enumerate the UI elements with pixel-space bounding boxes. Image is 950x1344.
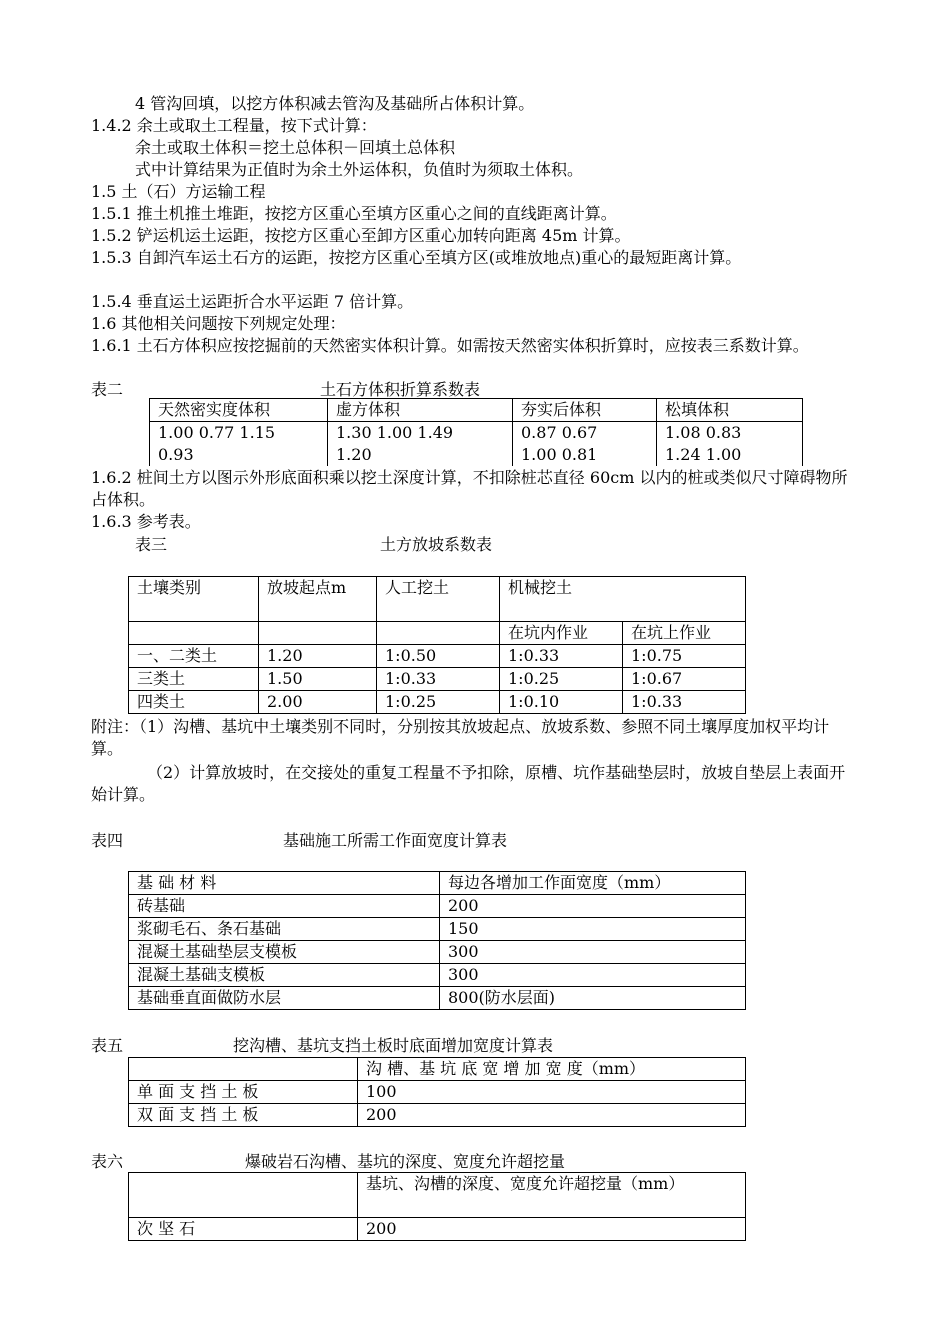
table-title: 基础施工所需工作面宽度计算表: [283, 831, 508, 850]
table-header-cell: 虚方体积: [328, 399, 513, 422]
table-header-cell: 机械挖土: [500, 577, 746, 622]
table-cell: 150: [440, 918, 746, 941]
table-cell: 双 面 支 挡 土 板: [129, 1104, 358, 1127]
table-cell: 1.50: [259, 668, 377, 691]
text-line: 1.5.1 推土机推土堆距，按挖方区重心至填方区重心之间的直线距离计算。: [91, 204, 617, 223]
table-header-row: [150, 399, 803, 422]
table-cell: [129, 1173, 358, 1218]
note-paragraph: 附注：（1）沟槽、基坑中土壤类别不同时，分别按其放坡起点、放坡系数、参照不同土壤厚度加权平均计算。: [91, 717, 830, 758]
table-cell: 200: [440, 895, 746, 918]
table-cell: 砖基础: [129, 895, 440, 918]
table-header-cell: 基坑、沟槽的深度、宽度允许超挖量（mm）: [358, 1173, 746, 1218]
table-row: [129, 691, 746, 714]
table-label: 表五: [91, 1036, 124, 1055]
table-cell: 1:0.25: [500, 668, 623, 691]
formula-line: 余土或取土体积＝挖土总体积－回填土总体积: [135, 138, 456, 157]
table-header-cell: 基 础 材 料: [129, 872, 440, 895]
table-row: [129, 918, 746, 941]
table-cell: 混凝土基础垫层支模板: [129, 941, 440, 964]
table-cell: 1.30 1.00 1.49 1.20: [328, 422, 513, 467]
table-label: 表二: [91, 380, 124, 399]
text-paragraph: 1.5.3 自卸汽车运土石方的运距，按挖方区重心至填方区(或堆放地点)重心的最短距离计算。: [91, 248, 742, 267]
table-header-cell: 沟 槽、基 坑 底 宽 增 加 宽 度（mm）: [358, 1058, 746, 1081]
table-header-cell: 土壤类别: [129, 577, 259, 622]
table-title: 土石方体积折算系数表: [320, 380, 481, 399]
table-header-cell: 夯实后体积: [513, 399, 657, 422]
note-paragraph: （2）计算放坡时，在交接处的重复工程量不予扣除，原槽、坑作基础垫层时，放坡自垫层上表面开始计算。: [91, 763, 846, 804]
table-cell: 1:0.67: [623, 668, 746, 691]
table-row: [129, 1218, 746, 1241]
section-heading: 1.6 其他相关问题按下列规定处理：: [91, 314, 346, 333]
table-cell: 三类土: [129, 668, 259, 691]
table-header-cell: 在坑内作业: [500, 622, 623, 645]
table-header-cell: 每边各增加工作面宽度（mm）: [440, 872, 746, 895]
table-cell: 1:0.10: [500, 691, 623, 714]
table-header-row: [129, 1058, 746, 1081]
text-paragraph: 1.6.1 土石方体积应按挖掘前的天然密实体积计算。如需按天然密实体积折算时，应按表三系数计算。: [91, 336, 809, 355]
section-heading: 1.4.2 余土或取土工程量，按下式计算：: [91, 116, 377, 135]
table-cell: 四类土: [129, 691, 259, 714]
table-label: 表六: [91, 1152, 124, 1171]
table-row: [129, 964, 746, 987]
table-cell: 一、二类土: [129, 645, 259, 668]
text-line: 1.6.3 参考表。: [91, 512, 201, 531]
section-heading: 1.5 土（石）方运输工程: [91, 182, 266, 201]
table-subheader-row: [129, 622, 746, 645]
table-cell: 2.00: [259, 691, 377, 714]
overbreak-table: [128, 1172, 746, 1241]
table-title: 爆破岩石沟槽、基坑的深度、宽度允许超挖量: [245, 1152, 566, 1171]
table-cell: 浆砌毛石、条石基础: [129, 918, 440, 941]
text-line: 1.5.4 垂直运土运距折合水平运距 7 倍计算。: [91, 292, 414, 311]
table-row: [129, 987, 746, 1010]
shoring-width-table: [128, 1057, 746, 1127]
table-cell: 800(防水层面): [440, 987, 746, 1010]
table-header-cell: 天然密实度体积: [150, 399, 328, 422]
table-cell: 1:0.33: [623, 691, 746, 714]
table-cell: 300: [440, 964, 746, 987]
table-header-row: [129, 1173, 746, 1218]
table-cell: 1:0.75: [623, 645, 746, 668]
table-cell: [129, 1058, 358, 1081]
table-cell: 1:0.33: [377, 668, 500, 691]
table-cell: 1.08 0.83 1.24 1.00: [657, 422, 803, 467]
table-title: 土方放坡系数表: [380, 535, 493, 554]
table-row: [129, 895, 746, 918]
text-line: 1.5.2 铲运机运土运距，按挖方区重心至卸方区重心加转向距离 45m 计算。: [91, 226, 631, 245]
table-cell: 1.00 0.77 1.15 0.93: [150, 422, 328, 467]
slope-coefficient-table: [128, 576, 746, 714]
table-cell: 基础垂直面做防水层: [129, 987, 440, 1010]
table-header-cell: 松填体积: [657, 399, 803, 422]
table-title: 挖沟槽、基坑支挡土板时底面增加宽度计算表: [233, 1036, 554, 1055]
table-cell: 混凝土基础支模板: [129, 964, 440, 987]
table-row: [129, 645, 746, 668]
table-row: [129, 1081, 746, 1104]
table-row: [129, 668, 746, 691]
work-surface-table: [128, 871, 746, 1010]
table-cell: [129, 622, 259, 645]
table-header-row: [129, 872, 746, 895]
table-cell: 1:0.33: [500, 645, 623, 668]
volume-conversion-table: [149, 398, 803, 466]
table-cell: 1.20: [259, 645, 377, 668]
table-cell: 1:0.50: [377, 645, 500, 668]
table-cell: 200: [358, 1218, 746, 1241]
table-cell: 200: [358, 1104, 746, 1127]
table-header-cell: 放坡起点m: [259, 577, 377, 622]
table-header-row: [129, 577, 746, 622]
table-header-cell: 在坑上作业: [623, 622, 746, 645]
table-cell: [377, 622, 500, 645]
table-cell: [259, 622, 377, 645]
table-cell: 单 面 支 挡 土 板: [129, 1081, 358, 1104]
text-line: 4 管沟回填，以挖方体积减去管沟及基础所占体积计算。: [135, 94, 535, 113]
table-cell: 300: [440, 941, 746, 964]
table-header-cell: 人工挖土: [377, 577, 500, 622]
table-label: 表三: [135, 535, 168, 554]
table-row: [129, 941, 746, 964]
table-label: 表四: [91, 831, 124, 850]
table-row: [150, 422, 803, 467]
table-cell: 次 坚 石: [129, 1218, 358, 1241]
table-cell: 100: [358, 1081, 746, 1104]
table-cell: 0.87 0.67 1.00 0.81: [513, 422, 657, 467]
text-line: 式中计算结果为正值时为余土外运体积，负值时为须取土体积。: [135, 160, 584, 179]
table-cell: 1:0.25: [377, 691, 500, 714]
text-paragraph: 1.6.2 桩间土方以图示外形底面积乘以挖土深度计算，不扣除桩芯直径 60cm 以内的桩或类似尺寸障碍物所占体积。: [91, 468, 848, 509]
table-row: [129, 1104, 746, 1127]
